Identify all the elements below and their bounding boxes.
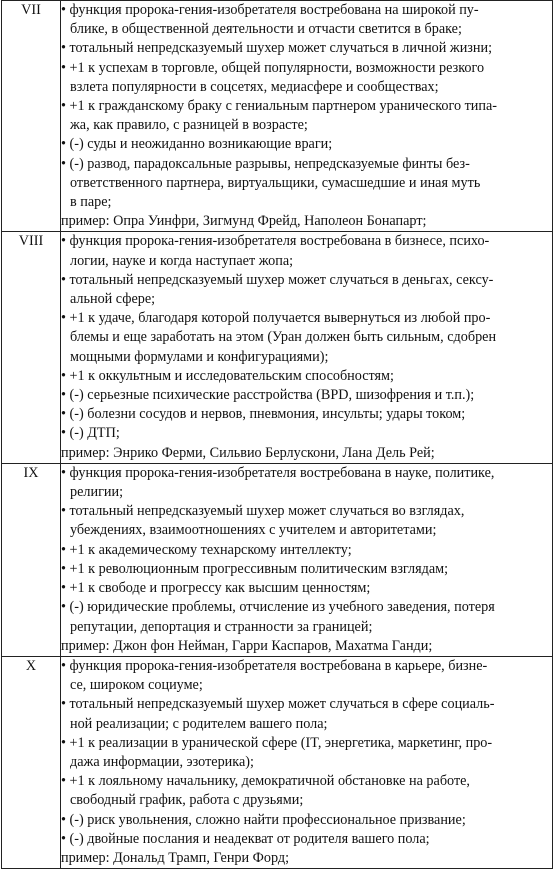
document-page [1,0,553,869]
continuation-line: жа, как правило, с разницей в возрасте; [70,117,308,134]
continuation-line: религии; [70,484,124,501]
house-number: IX [2,463,61,656]
house-description [61,656,553,868]
house-number: VII [2,1,61,232]
bullet-line: • (-) риск увольнения, сложно найти профессиональное призвание; [61,811,466,828]
continuation-line: в паре; [70,194,112,211]
house-number: X [2,656,61,868]
example-line: пример: Энрико Ферми, Сильвио Берлускони, Лана Дель Рей; [61,444,435,461]
bullet-line: • +1 к революционным прогрессивным политическим взглядам; [61,560,449,577]
example-line: пример: Опра Уинфри, Зигмунд Фрейд, Наполеон Бонапарт; [61,213,427,230]
bullet-line: • (-) болезни сосудов и нервов, пневмония, инсульты; удары током; [61,406,466,423]
bullet-line: • функция пророка-гения-изобретателя востребована в бизнесе, психо- [61,233,490,250]
continuation-line: ной реализации; с родителем вашего пола; [70,715,328,732]
continuation-line: взлета популярности в соцсетях, медиасфере и сообществах; [70,78,439,95]
house-description [61,232,553,463]
continuation-line: се, широком социуме; [70,677,203,694]
bullet-line: • +1 к свободе и прогрессу как высшим ценностям; [61,580,371,597]
continuation-line: блике, в общественной деятельности и отчасти светится в браке; [70,21,462,38]
bullet-line: • +1 к лояльному начальнику, демократичной обстановке на работе, [61,773,470,790]
example-line: пример: Дональд Трамп, Генри Форд; [61,849,290,866]
house-row [2,656,553,868]
continuation-line: убеждениях, взаимоотношениях с учителем и авторитетами; [70,522,437,539]
continuation-line: логии, науке и когда наступает жопа; [70,252,294,269]
continuation-line: свободный график, работа с друзьями; [70,792,304,809]
continuation-line: репутации, депортация и странности за границей; [70,618,373,635]
bullet-line: • функция пророка-гения-изобретателя востребована в карьере, бизне- [61,657,488,674]
house-row [2,1,553,232]
bullet-line: • тотальный непредсказуемый шухер может случаться во взглядах, [61,503,465,520]
bullet-line: • тотальный непредсказуемый шухер может случаться в личной жизни; [61,40,493,57]
continuation-line: альной сфере; [70,291,156,308]
continuation-line: ответственного партнера, виртуальщики, сумасшедшие и иная муть [70,174,481,191]
bullet-line: • (-) серьезные психические расстройства (BPD, шизофрения и т.п.); [61,387,475,404]
continuation-line: блемы и еще заработать на этом (Уран должен быть сильным, сдобрен [70,329,497,346]
continuation-line: мощными формулами и конфигурациями); [70,348,329,365]
bullet-line: • +1 к реализации в уранической сфере (IT, энергетика, маркетинг, про- [61,734,493,751]
house-description [61,463,553,656]
bullet-line: • тотальный непредсказуемый шухер может случаться в деньгах, сексу- [61,271,494,288]
bullet-line: • функция пророка-гения-изобретателя востребована в науке, политике, [61,464,495,481]
house-row [2,463,553,656]
bullet-line: • (-) суды и неожиданно возникающие враги; [61,136,333,153]
bullet-line: • (-) ДТП; [61,425,120,442]
house-row [2,232,553,463]
bullet-line: • функция пророка-гения-изобретателя востребована на широкой пу- [61,2,479,18]
bullet-line: • +1 к успехам в торговле, общей популярности, возможности резкого [61,59,485,76]
houses-table [1,0,553,869]
bullet-line: • +1 к оккультным и исследовательским способностям; [61,367,394,384]
continuation-line: дажа информации, эзотерика); [70,753,254,770]
bullet-line: • +1 к удаче, благодаря которой получается вывернуться из любой про- [61,310,491,327]
bullet-line: • (-) двойные послания и неадекват от родителя вашего пола; [61,830,430,847]
house-description [61,1,553,232]
example-line: пример: Джон фон Нейман, Гарри Каспаров, Махатма Ганди; [61,637,433,654]
house-number: VIII [2,232,61,463]
houses-table-body [2,1,553,869]
bullet-line: • +1 к гражданскому браку с гениальным партнером уранического типа- [61,98,498,115]
bullet-line: • тотальный непредсказуемый шухер может случаться в сфере социаль- [61,696,495,713]
bullet-line: • +1 к академическому технарскому интеллекту; [61,541,352,558]
bullet-line: • (-) юридические проблемы, отчисление из учебного заведения, потеря [61,599,495,616]
bullet-line: • (-) развод, парадоксальные разрывы, непредсказуемые финты без- [61,155,470,172]
